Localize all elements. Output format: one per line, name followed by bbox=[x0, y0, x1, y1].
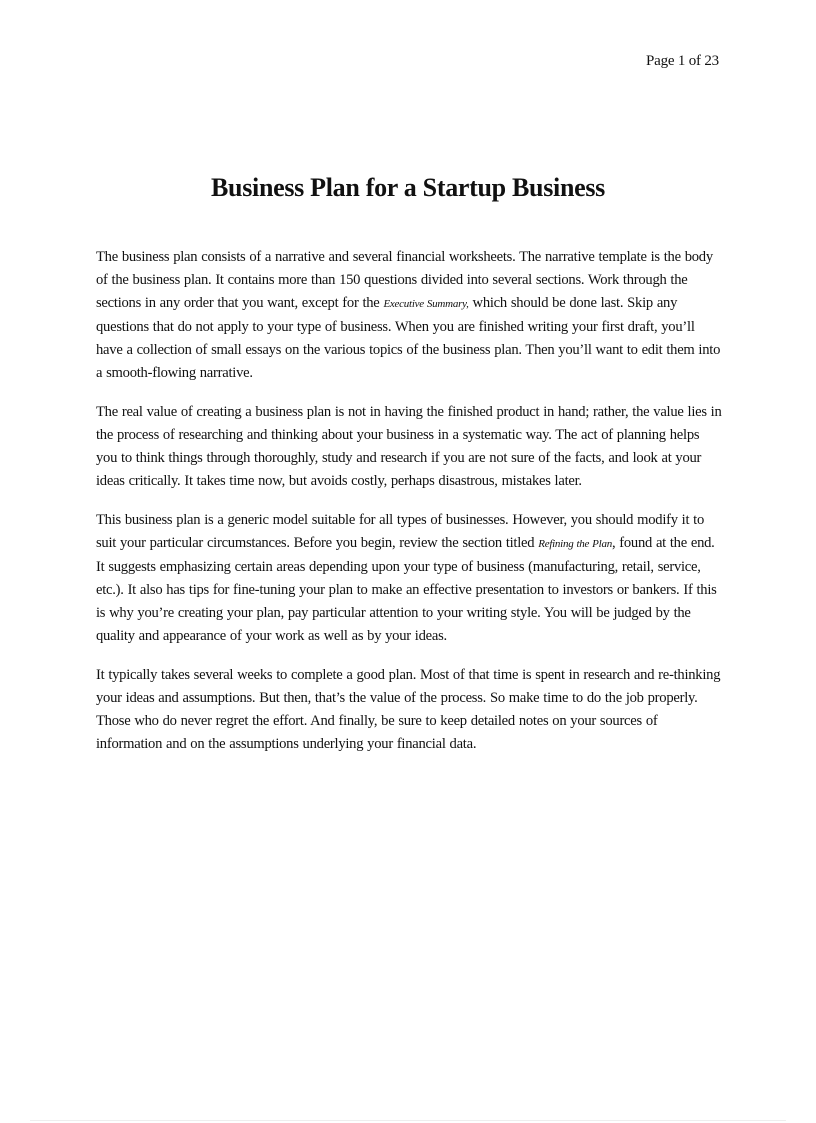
paragraph-intro-text-a: The business plan consists of a narrative and several financial worksheets. The narrative template is the body of the business plan. It contains more than 150 questions divided into several sections. Work through the sections in any order that you want, except for the bbox=[96, 249, 713, 311]
paragraph-generic-model-text-b: , found at the end. It suggests emphasizing certain areas depending upon your type of business (manufacturing, retail, service, etc.). It also has tips for fine-tuning your plan to make an effective presentation to investors or bankers. If this is why you’re creating your plan, pay particular attention to your writing style. You will be judged by the quality and appearance of your work as well as by your ideas. bbox=[96, 535, 717, 644]
page-number: Page 1 of 23 bbox=[645, 53, 719, 69]
paragraph-intro bbox=[96, 246, 722, 385]
paragraph-timing: It typically takes several weeks to complete a good plan. Most of that time is spent in research and re-thinking your ideas and assumptions. But then, that’s the value of the process. So make time to do the job properly. Those who do never regret the effort. And finally, be sure to keep detailed notes on your sources of information and on the assumptions underlying your financial data. bbox=[96, 667, 721, 752]
refining-the-plan-reference: Refining the Plan bbox=[538, 538, 612, 550]
paragraph-generic-model bbox=[96, 509, 722, 648]
paragraph-value: The real value of creating a business plan is not in having the finished product in hand; rather, the value lies in the process of researching and thinking about your business in a systematic way. The act of planning helps you to think things through thoroughly, study and research if you are not sure of the facts, and look at your ideas critically. It takes time now, but avoids costly, perhaps disastrous, mistakes later. bbox=[96, 404, 722, 489]
paragraph-intro-text-b: which should be done last. Skip any questions that do not apply to your type of business. When you are finished writing your first draft, you’ll have a collection of small essays on the various topics of the business plan. Then you’ll want to edit them into a smooth-flowing narrative. bbox=[96, 295, 721, 381]
page-bottom-divider bbox=[30, 1120, 786, 1121]
paragraph-generic-model-text-a: This business plan is a generic model suitable for all types of businesses. However, you should modify it to suit your particular circumstances. Before you begin, review the section titled bbox=[96, 512, 705, 551]
executive-summary-reference: Executive Summary, bbox=[383, 298, 469, 310]
document-title: Business Plan for a Startup Business bbox=[211, 173, 605, 202]
document-body bbox=[96, 246, 722, 772]
